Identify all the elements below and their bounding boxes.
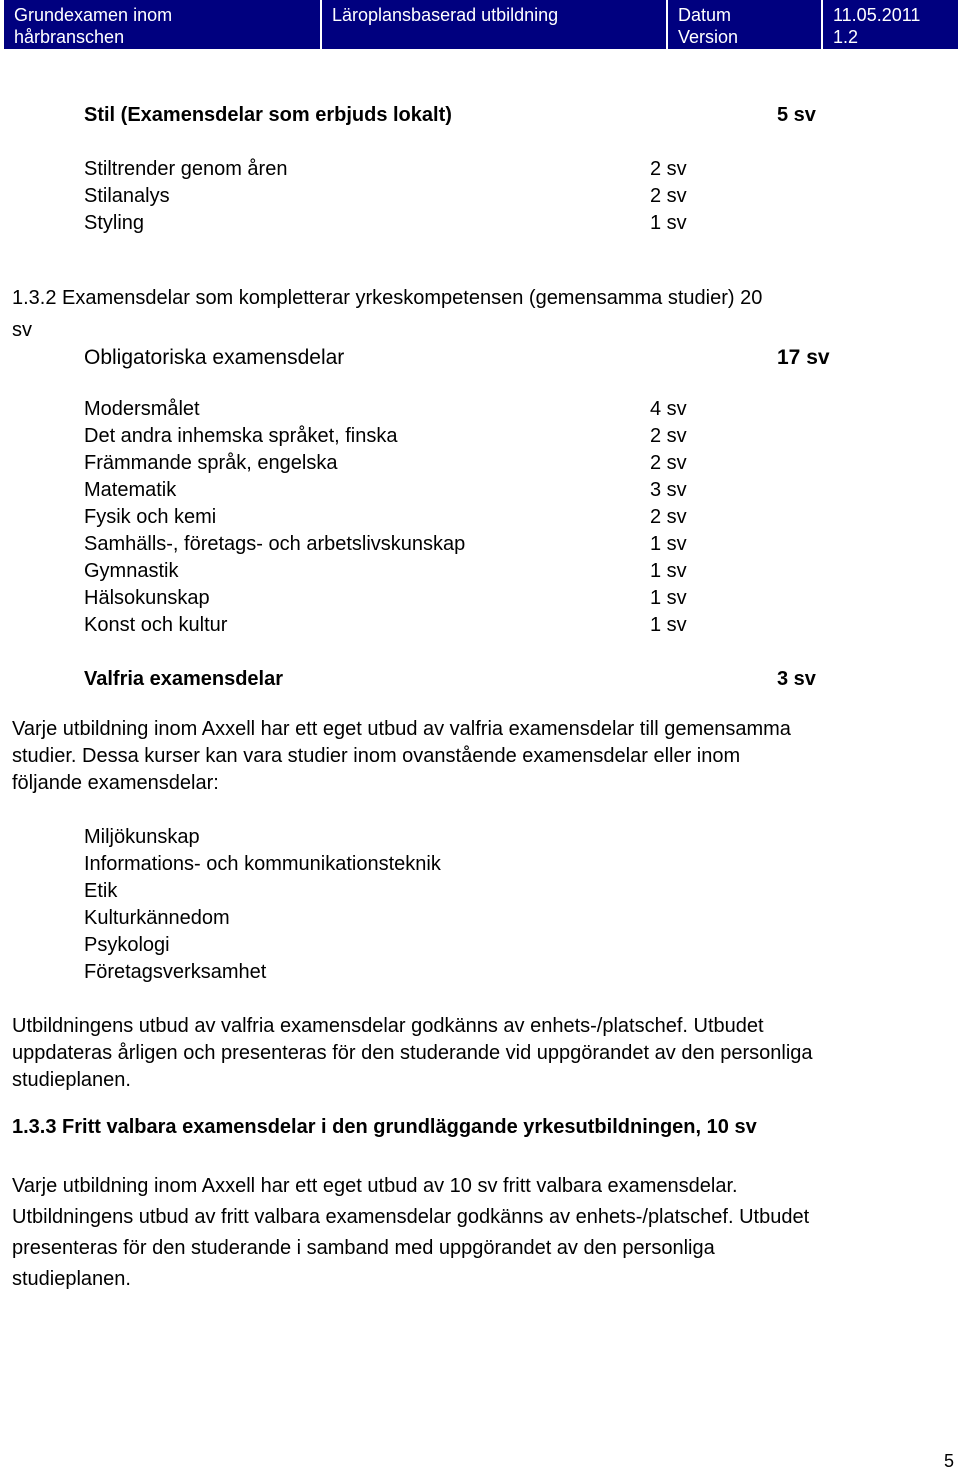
list-item-credits: 4 sv bbox=[650, 398, 687, 420]
list-item-credits: 2 sv bbox=[650, 506, 687, 528]
list-item: Informations- och kommunikationsteknik bbox=[84, 853, 441, 875]
header-subtitle: Läroplansbaserad utbildning bbox=[332, 5, 559, 25]
optional-title: Valfria examensdelar bbox=[84, 668, 284, 690]
header-meta-labels bbox=[668, 0, 823, 49]
list-item: Konst och kultur bbox=[84, 614, 228, 636]
header-title-line1: Grundexamen inom bbox=[14, 5, 173, 25]
header-date-value: 11.05.2011 bbox=[833, 5, 921, 25]
list-item-credits: 1 sv bbox=[650, 533, 687, 555]
section-133-para-line: studieplanen. bbox=[12, 1268, 131, 1290]
list-item-credits: 2 sv bbox=[650, 425, 687, 447]
list-item-credits: 1 sv bbox=[650, 614, 687, 636]
list-item: Hälsokunskap bbox=[84, 587, 210, 609]
list-item-credits: 1 sv bbox=[650, 212, 687, 234]
header-meta-values bbox=[823, 0, 958, 49]
list-item-credits: 3 sv bbox=[650, 479, 687, 501]
stil-total: 5 sv bbox=[777, 104, 816, 126]
list-item: Styling bbox=[84, 212, 145, 234]
list-item-credits: 2 sv bbox=[650, 185, 687, 207]
list-item: Gymnastik bbox=[84, 560, 179, 582]
optional-para-line: studier. Dessa kurser kan vara studier inom ovanstående examensdelar eller inom bbox=[12, 745, 741, 767]
list-item: Etik bbox=[84, 880, 118, 902]
header-title-cell bbox=[4, 0, 322, 49]
header-subtitle-cell bbox=[322, 0, 668, 49]
list-item: Företagsverksamhet bbox=[84, 961, 267, 983]
list-item: Främmande språk, engelska bbox=[84, 452, 338, 474]
obligatory-title: Obligatoriska examensdelar bbox=[84, 346, 345, 369]
list-item: Miljökunskap bbox=[84, 826, 200, 848]
list-item: Stiltrender genom åren bbox=[84, 158, 288, 180]
stil-title: Stil (Examensdelar som erbjuds lokalt) bbox=[84, 104, 452, 126]
page-number: 5 bbox=[943, 1451, 954, 1471]
optional-para-line: följande examensdelar: bbox=[12, 772, 219, 794]
approval-para-line: Utbildningens utbud av valfria examensdelar godkänns av enhets-/platschef. Utbudet bbox=[12, 1015, 764, 1037]
optional-para-line: Varje utbildning inom Axxell har ett eget utbud av valfria examensdelar till gemensamma bbox=[12, 718, 791, 740]
section-132-heading: 1.3.2 Examensdelar som kompletterar yrkeskompetensen (gemensamma studier) 20 bbox=[12, 287, 763, 309]
list-item: Matematik bbox=[84, 479, 177, 501]
header-version-value: 1.2 bbox=[833, 27, 859, 47]
section-133-para-line: Varje utbildning inom Axxell har ett eget utbud av 10 sv fritt valbara examensdelar. bbox=[12, 1175, 738, 1197]
optional-total: 3 sv bbox=[777, 668, 816, 690]
list-item-credits: 1 sv bbox=[650, 587, 687, 609]
list-item: Stilanalys bbox=[84, 185, 170, 207]
list-item: Samhälls-, företags- och arbetslivskunskap bbox=[84, 533, 466, 555]
list-item-credits: 2 sv bbox=[650, 158, 687, 180]
section-133-para-line: Utbildningens utbud av fritt valbara examensdelar godkänns av enhets-/platschef. Utbudet bbox=[12, 1206, 810, 1228]
list-item: Psykologi bbox=[84, 934, 170, 956]
list-item: Kulturkännedom bbox=[84, 907, 230, 929]
document-header bbox=[4, 0, 958, 49]
list-item: Fysik och kemi bbox=[84, 506, 217, 528]
list-item-credits: 2 sv bbox=[650, 452, 687, 474]
header-date-label: Datum bbox=[678, 5, 732, 25]
approval-para-line: studieplanen. bbox=[12, 1069, 131, 1091]
section-133-para-line: presenteras för den studerande i samband med uppgörandet av den personliga bbox=[12, 1237, 715, 1259]
obligatory-total: 17 sv bbox=[777, 346, 830, 369]
header-version-label: Version bbox=[678, 27, 739, 47]
list-item: Det andra inhemska språket, finska bbox=[84, 425, 398, 447]
section-133-heading: 1.3.3 Fritt valbara examensdelar i den grundläggande yrkesutbildningen, 10 sv bbox=[12, 1116, 757, 1138]
list-item-credits: 1 sv bbox=[650, 560, 687, 582]
approval-para-line: uppdateras årligen och presenteras för den studerande vid uppgörandet av den personliga bbox=[12, 1042, 813, 1064]
list-item: Modersmålet bbox=[84, 398, 200, 420]
section-132-heading-cont: sv bbox=[12, 319, 32, 341]
header-title-line2: hårbranschen bbox=[14, 27, 125, 47]
